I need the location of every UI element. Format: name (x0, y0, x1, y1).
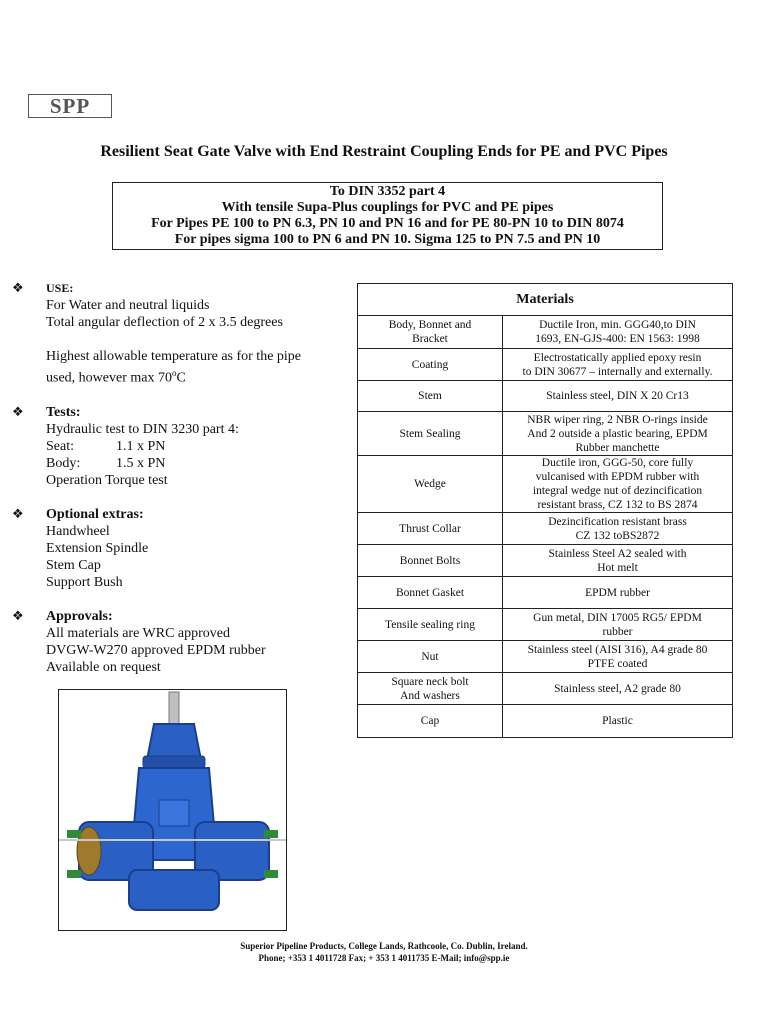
material-row (358, 577, 733, 609)
material-cell (503, 349, 733, 381)
spec-line: With tensile Supa-Plus couplings for PVC and PE pipes (221, 200, 554, 215)
body-label: Body: (46, 455, 81, 471)
material-row (358, 609, 733, 641)
material-cell (503, 705, 733, 738)
material-line: Stainless steel, DIN X 20 Cr13 (546, 390, 689, 402)
component-cell (358, 577, 503, 609)
material-row (358, 412, 733, 456)
component-line: Tensile sealing ring (385, 618, 475, 631)
seat-value: 1.1 x PN (116, 438, 166, 454)
component-line: Bonnet Gasket (395, 586, 465, 599)
component-line: Bracket (412, 333, 448, 345)
optional-item: Stem Cap (46, 557, 101, 573)
temperature-line (46, 365, 342, 387)
optional-item: Handwheel (46, 523, 110, 539)
component-line: Coating (411, 358, 449, 371)
material-line: rubber (602, 625, 633, 638)
component-cell (358, 412, 503, 456)
material-line: And 2 outside a plastic bearing, EPDM (527, 427, 708, 440)
tests-line: Operation Torque test (46, 472, 168, 488)
component-cell (358, 673, 503, 705)
material-line: Hot melt (597, 561, 638, 574)
material-cell (503, 316, 733, 349)
use-line: For Water and neutral liquids (46, 298, 210, 313)
material-line: Stainless steel, A2 grade 80 (554, 682, 681, 695)
material-line: Stainless steel (AISI 316), A4 grade 80 (527, 643, 708, 656)
material-cell (503, 673, 733, 705)
spec-line: For pipes sigma 100 to PN 6 and PN 10. Sigma 125 to PN 7.5 and PN 10 (174, 232, 601, 247)
materials-heading: Materials (358, 284, 733, 316)
component-cell (358, 316, 503, 349)
footer (0, 940, 768, 964)
seat-test-line (46, 438, 342, 455)
materials-table (357, 283, 733, 738)
optional-heading: Optional extras: (46, 506, 144, 522)
component-cell (358, 545, 503, 577)
approval-item: All materials are WRC approved (46, 625, 231, 641)
temperature-line: Highest allowable temperature as for the pipe (46, 349, 302, 364)
material-line: integral wedge nut of dezincification (532, 485, 703, 497)
material-line: CZ 132 toBS2872 (575, 529, 660, 542)
component-line: Stem (418, 390, 442, 402)
component-cell (358, 349, 503, 381)
gate-valve-image (59, 690, 286, 930)
material-cell (503, 381, 733, 412)
spp-logo (28, 94, 112, 118)
diamond-bullet-icon: ❖ (12, 281, 24, 296)
footer-address: Superior Pipeline Products, College Lands, Rathcoole, Co. Dublin, Ireland. (240, 941, 528, 951)
body-value: 1.5 x PN (116, 455, 166, 471)
use-line: Total angular deflection of 2 x 3.5 degrees (46, 315, 283, 330)
optional-item: Extension Spindle (46, 540, 149, 556)
material-row (358, 545, 733, 577)
page-title: Resilient Seat Gate Valve with End Restraint Coupling Ends for PE and PVC Pipes (100, 143, 668, 160)
material-row (358, 456, 733, 513)
spec-line: To DIN 3352 part 4 (329, 184, 446, 199)
material-line: Plastic (602, 715, 633, 727)
material-cell (503, 456, 733, 513)
approval-item: Available on request (46, 659, 161, 675)
material-cell (503, 412, 733, 456)
features-column (12, 280, 342, 676)
material-row (358, 513, 733, 545)
material-line: resistant brass, CZ 132 to BS 2874 (537, 499, 698, 511)
material-line: Rubber manchette (575, 441, 660, 454)
material-line: NBR wiper ring, 2 NBR O-rings inside (527, 413, 708, 426)
component-line: Thrust Collar (399, 522, 461, 535)
tests-line: Hydraulic test to DIN 3230 part 4: (46, 421, 239, 437)
component-line: Square neck bolt (391, 675, 469, 688)
material-cell (503, 577, 733, 609)
temperature-unit: C (176, 370, 186, 386)
diamond-bullet-icon: ❖ (12, 404, 24, 420)
approvals-heading: Approvals: (46, 608, 113, 624)
tests-section (12, 404, 342, 489)
material-cell (503, 513, 733, 545)
footer-contact: Phone; +353 1 4011728 Fax; + 353 1 4011735 E-Mail; info@spp.ie (258, 953, 510, 963)
component-line: Wedge (414, 478, 446, 490)
component-line: Cap (420, 715, 440, 727)
material-line: Stainless Steel A2 sealed with (548, 547, 687, 560)
material-line: Dezincification resistant brass (548, 515, 687, 528)
component-cell (358, 456, 503, 513)
component-line: Body, Bonnet and (388, 319, 472, 331)
diamond-bullet-icon: ❖ (12, 608, 24, 624)
material-row (358, 381, 733, 412)
component-line: Stem Sealing (399, 427, 461, 440)
spec-box (112, 182, 663, 250)
materials-body (358, 316, 733, 738)
optional-item: Support Bush (46, 574, 123, 590)
material-row (358, 673, 733, 705)
use-section (12, 280, 342, 387)
body-test-line (46, 455, 342, 472)
material-line: 1693, EN-GJS-400: EN 1563: 1998 (535, 333, 700, 345)
material-line: Electrostatically applied epoxy resin (533, 351, 702, 364)
valve-photo (58, 689, 287, 931)
material-cell (503, 609, 733, 641)
approval-item: DVGW-W270 approved EPDM rubber (46, 642, 266, 658)
spec-line: For Pipes PE 100 to PN 6.3, PN 10 and PN 16 and for PE 80-PN 10 to DIN 8074 (151, 216, 624, 231)
approvals-section (12, 608, 342, 676)
material-row (358, 316, 733, 349)
material-line: PTFE coated (587, 657, 648, 670)
optional-extras-section (12, 506, 342, 591)
material-line: Ductile iron, GGG-50, core fully (541, 457, 694, 469)
temperature-text: used, however max 70 (46, 370, 172, 386)
component-line: And washers (400, 689, 460, 702)
material-row (358, 705, 733, 738)
material-row (358, 641, 733, 673)
seat-label: Seat: (46, 438, 74, 454)
component-line: Bonnet Bolts (399, 554, 461, 567)
material-line: EPDM rubber (585, 586, 650, 599)
tests-heading: Tests: (46, 404, 81, 420)
diamond-bullet-icon: ❖ (12, 506, 24, 522)
material-line: vulcanised with EPDM rubber with (535, 471, 700, 483)
degree-sup: o (171, 368, 177, 378)
component-cell (358, 705, 503, 738)
use-heading: USE: (46, 281, 74, 295)
material-row (358, 349, 733, 381)
material-line: Gun metal, DIN 17005 RG5/ EPDM (533, 611, 702, 624)
material-cell (503, 641, 733, 673)
logo-text: SPP (49, 93, 91, 118)
material-line: to DIN 30677 – internally and externally. (522, 365, 713, 378)
component-cell (358, 381, 503, 412)
component-cell (358, 513, 503, 545)
component-line: Nut (421, 650, 439, 663)
component-cell (358, 641, 503, 673)
material-cell (503, 545, 733, 577)
component-cell (358, 609, 503, 641)
material-line: Ductile Iron, min. GGG40,to DIN (539, 319, 696, 331)
